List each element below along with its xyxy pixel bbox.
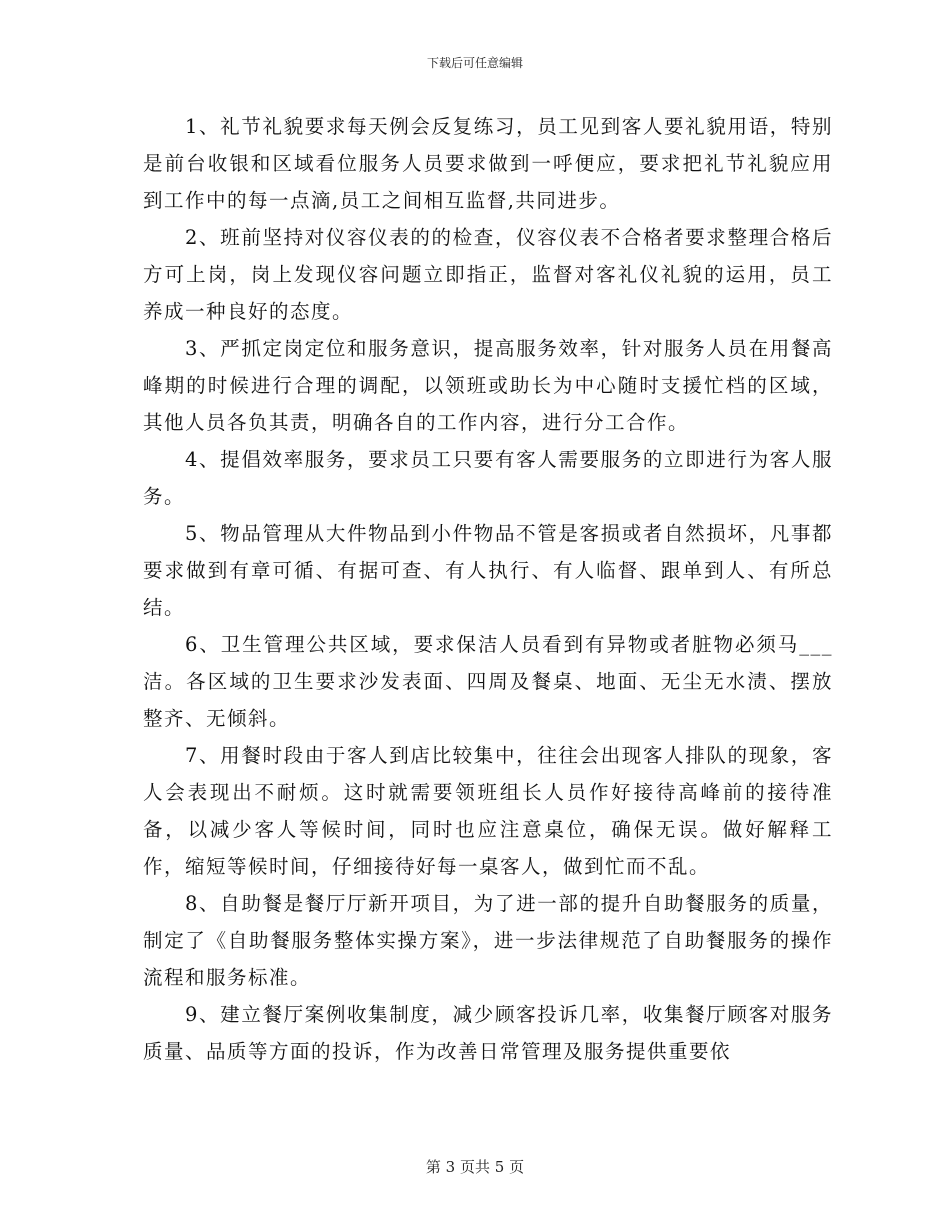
paragraph-9: 9、建立餐厅案例收集制度，减少顾客投诉几率，收集餐厅顾客对服务质量、品质等方面的投诉，作为改善日常管理及服务提供重要依 (143, 1003, 833, 1063)
paragraph-3: 3、严抓定岗定位和服务意识，提高服务效率，针对服务人员在用餐高峰期的时候进行合理的调配，以领班或助长为中心随时支援忙档的区域，其他人员各负其责，明确各自的工作内容，进行分工合作。 (143, 337, 833, 434)
paragraph-2: 2、班前坚持对仪容仪表的的检查，仪容仪表不合格者要求整理合格后方可上岗，岗上发现仪容问题立即指正，监督对客礼仪礼貌的运用，员工养成一种良好的态度。 (143, 226, 833, 323)
document-body (143, 108, 833, 1070)
paragraph-8: 8、自助餐是餐厅厅新开项目，为了进一部的提升自助餐服务的质量，制定了《自助餐服务整体实操方案》，进一步法律规范了自助餐服务的操作流程和服务标准。 (143, 892, 833, 989)
paragraph-5: 5、物品管理从大件物品到小件物品不管是客损或者自然损坏，凡事都要求做到有章可循、有据可查、有人执行、有人临督、跟单到人、有所总结。 (143, 522, 833, 619)
paragraph-6: 6、卫生管理公共区域，要求保洁人员看到有异物或者脏物必须马___洁。各区域的卫生要求沙发表面、四周及餐桌、地面、无尘无水渍、摆放整齐、无倾斜。 (143, 633, 833, 730)
paragraph-7: 7、用餐时段由于客人到店比较集中，往往会出现客人排队的现象，客人会表现出不耐烦。这时就需要领班组长人员作好接待高峰前的接待准备，以减少客人等候时间，同时也应注意桌位，确保无误。做好解释工作，缩短等候时间，仔细接待好每一桌客人，做到忙而不乱。 (143, 744, 833, 878)
paragraph-1: 1、礼节礼貌要求每天例会反复练习，员工见到客人要礼貌用语，特别是前台收银和区域看位服务人员要求做到一呼便应，要求把礼节礼貌应用到工作中的每一点滴,员工之间相互监督,共同进步。 (143, 115, 833, 212)
page-footer: 第 3 页共 5 页 (425, 1158, 525, 1176)
page-header: 下载后可任意编辑 (426, 56, 523, 70)
paragraph-4: 4、提倡效率服务，要求员工只要有客人需要服务的立即进行为客人服务。 (143, 448, 833, 508)
